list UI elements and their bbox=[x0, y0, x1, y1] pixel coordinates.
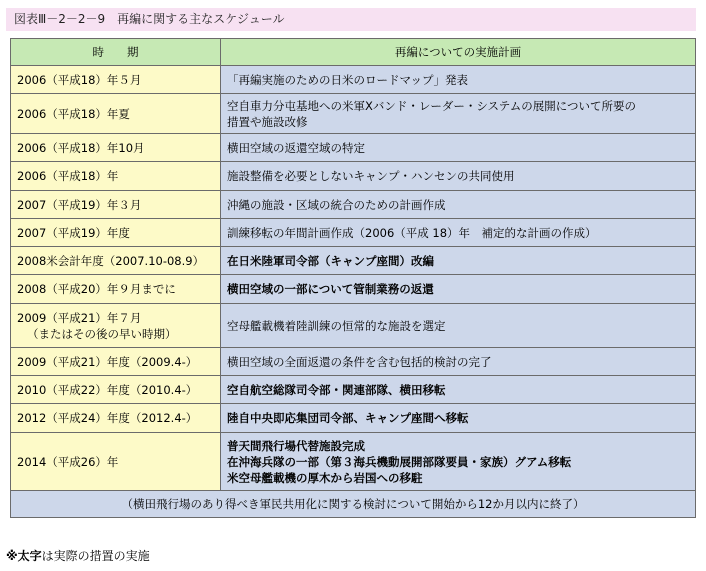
plan-line: 陸自中央即応集団司令部、キャンプ座間へ移転 bbox=[227, 411, 469, 425]
plan-line: 空自航空総隊司令部・関連部隊、横田移転 bbox=[227, 382, 446, 397]
period-cell bbox=[11, 191, 221, 219]
table-header-row bbox=[11, 39, 696, 66]
table-row bbox=[11, 304, 696, 348]
period-cell bbox=[11, 275, 221, 304]
table-row bbox=[11, 404, 696, 433]
plan-line: 米空母艦載機の厚木から岩国への移駐 bbox=[227, 470, 423, 485]
table-row bbox=[11, 94, 696, 134]
plan-line: 施設整備を必要としないキャンプ・ハンセンの共同使用 bbox=[227, 169, 515, 183]
table-row bbox=[11, 191, 696, 219]
plan-cell bbox=[221, 66, 696, 94]
footer-note-cell: （横田飛行場のあり得べき軍民共用化に関する検討について開始から12か月以内に終了） bbox=[11, 491, 696, 518]
plan-line: 措置や施設改修 bbox=[227, 114, 308, 129]
period-text: 2008米会計年度（2007.10-08.9） bbox=[17, 253, 205, 268]
table-row bbox=[11, 66, 696, 94]
plan-line: 空自車力分屯基地への米軍Xバンド・レーダー・システムの展開について所要の bbox=[227, 98, 636, 113]
period-text: 2009（平成21）年度（2009.4-） bbox=[17, 354, 198, 369]
footer-row bbox=[11, 491, 696, 518]
period-cell bbox=[11, 433, 221, 491]
plan-line: 在日米陸軍司令部（キャンプ座間）改編 bbox=[227, 253, 434, 268]
plan-line: 横田空域の一部について管制業務の返還 bbox=[227, 282, 434, 296]
plan-cell bbox=[221, 219, 696, 247]
period-cell bbox=[11, 162, 221, 191]
table-row bbox=[11, 275, 696, 304]
table-row bbox=[11, 134, 696, 162]
legend-note bbox=[6, 547, 150, 564]
plan-line: 横田空域の全面返還の条件を含む包括的検討の完了 bbox=[227, 354, 492, 369]
table-row bbox=[11, 376, 696, 404]
period-text: 2007（平成19）年３月 bbox=[17, 197, 142, 212]
plan-cell bbox=[221, 433, 696, 491]
header-period: 時 期 bbox=[11, 39, 221, 66]
plan-cell bbox=[221, 247, 696, 275]
schedule-table bbox=[10, 38, 696, 518]
period-text: 2014（平成26）年 bbox=[17, 454, 119, 469]
period-cell bbox=[11, 66, 221, 94]
period-cell bbox=[11, 247, 221, 275]
period-cell bbox=[11, 404, 221, 433]
period-cell bbox=[11, 134, 221, 162]
period-text: 2006（平成18）年５月 bbox=[17, 72, 142, 87]
period-cell bbox=[11, 304, 221, 348]
period-text: 2006（平成18）年10月 bbox=[17, 140, 145, 155]
plan-line: 空母艦載機着陸訓練の恒常的な施設を選定 bbox=[227, 318, 446, 333]
plan-line: 沖縄の施設・区域の統合のための計画作成 bbox=[227, 197, 446, 212]
table-row bbox=[11, 219, 696, 247]
period-cell bbox=[11, 219, 221, 247]
plan-line: 普天間飛行場代替施設完成 bbox=[227, 438, 365, 453]
period-cell bbox=[11, 348, 221, 376]
period-cell bbox=[11, 376, 221, 404]
legend-note-bold: ※太字 bbox=[6, 549, 42, 563]
plan-cell bbox=[221, 304, 696, 348]
period-text: 2006（平成18）年夏 bbox=[17, 106, 130, 121]
header-plan: 再編についての実施計画 bbox=[221, 39, 696, 66]
plan-cell bbox=[221, 162, 696, 191]
plan-cell bbox=[221, 191, 696, 219]
period-text: 2009（平成21）年７月 bbox=[17, 310, 142, 325]
plan-line: 「再編実施のための日米のロードマップ」発表 bbox=[227, 72, 469, 87]
figure-title: 図表Ⅲ－2－2－9 再編に関する主なスケジュール bbox=[6, 8, 696, 31]
plan-line: 在沖海兵隊の一部（第３海兵機動展開部隊要員・家族）グアム移転 bbox=[227, 454, 572, 469]
period-text: 2012（平成24）年度（2012.4-） bbox=[17, 411, 198, 425]
table-row bbox=[11, 433, 696, 491]
period-subtext: （またはその後の早い時期） bbox=[27, 326, 177, 341]
period-text: 2010（平成22）年度（2010.4-） bbox=[17, 382, 198, 397]
legend-note-text: は実際の措置の実施 bbox=[41, 549, 150, 563]
table-row bbox=[11, 348, 696, 376]
plan-cell bbox=[221, 94, 696, 134]
plan-line: 訓練移転の年間計画作成（2006（平成 18）年 補定的な計画の作成） bbox=[227, 225, 597, 240]
plan-cell bbox=[221, 404, 696, 433]
period-text: 2007（平成19）年度 bbox=[17, 225, 130, 240]
plan-cell bbox=[221, 348, 696, 376]
period-text: 2008（平成20）年９月までに bbox=[17, 282, 176, 296]
plan-cell bbox=[221, 376, 696, 404]
plan-cell bbox=[221, 134, 696, 162]
plan-line: 横田空域の返還空域の特定 bbox=[227, 140, 365, 155]
period-text: 2006（平成18）年 bbox=[17, 169, 119, 183]
plan-cell bbox=[221, 275, 696, 304]
period-cell bbox=[11, 94, 221, 134]
table-row bbox=[11, 247, 696, 275]
table-row bbox=[11, 162, 696, 191]
